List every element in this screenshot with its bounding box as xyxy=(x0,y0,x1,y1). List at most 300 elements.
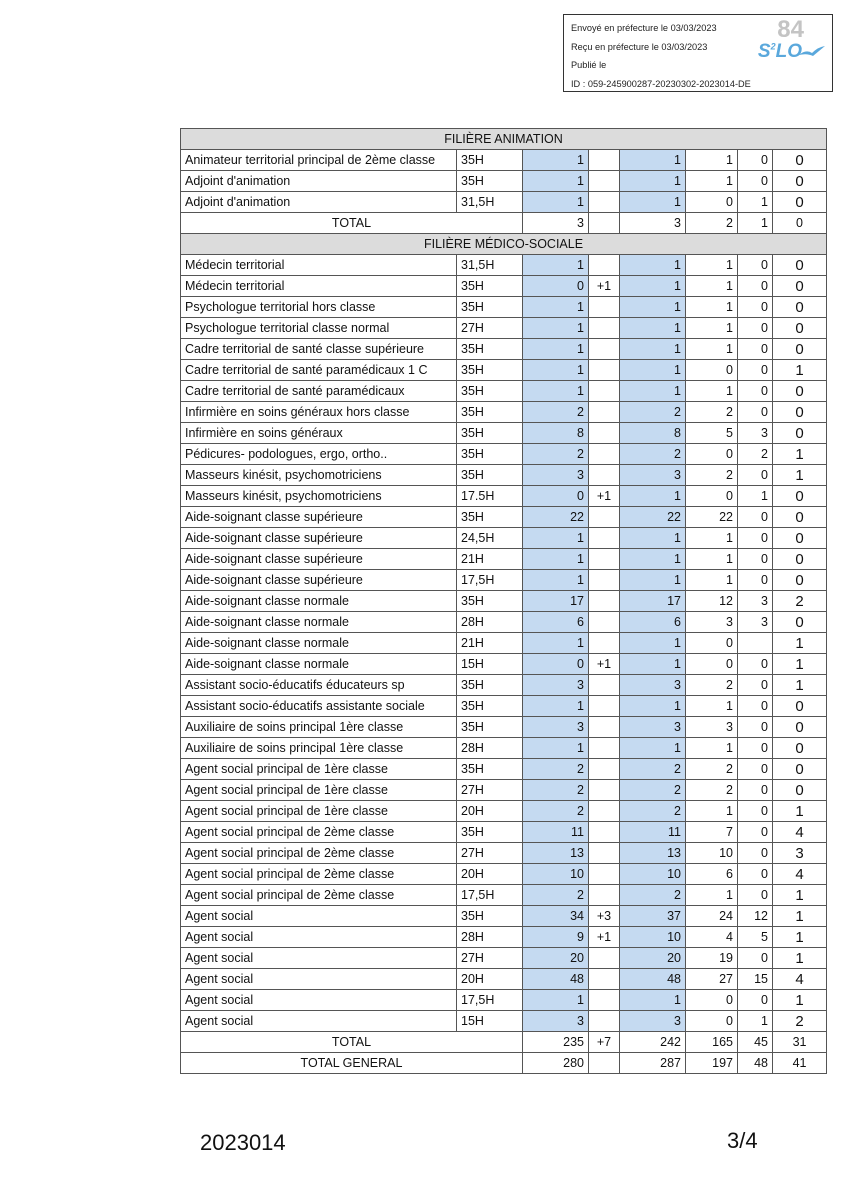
variation: +1 xyxy=(589,276,620,297)
duree-hebdo: 31,5H xyxy=(457,255,523,276)
table-row xyxy=(181,885,827,906)
effectif-actuel: 11 xyxy=(523,822,589,843)
pourvus-non-titulaires: 0 xyxy=(738,717,773,738)
table-row xyxy=(181,906,827,927)
grade-label: Masseurs kinésit, psychomotriciens xyxy=(181,486,457,507)
effectif-budgete: 1 xyxy=(620,297,686,318)
effectif-budgete: 2 xyxy=(620,885,686,906)
grade-label: Psychologue territorial hors classe xyxy=(181,297,457,318)
pourvus-non-titulaires: 0 xyxy=(738,696,773,717)
duree-hebdo: 28H xyxy=(457,612,523,633)
pourvus-non-titulaires: 0 xyxy=(738,843,773,864)
total-label: TOTAL xyxy=(181,213,523,234)
page-indicator: 3/4 xyxy=(727,1128,758,1153)
effectif-actuel: 13 xyxy=(523,843,589,864)
total-general-label: TOTAL GENERAL xyxy=(181,1053,523,1074)
postes-vacants: 4 xyxy=(773,969,827,990)
effectif-actuel: 3 xyxy=(523,465,589,486)
effectif-budgete: 1 xyxy=(620,990,686,1011)
duree-hebdo: 17,5H xyxy=(457,885,523,906)
effectif-budgete: 22 xyxy=(620,507,686,528)
pourvus-non-titulaires: 3 xyxy=(738,612,773,633)
grade-label: Agent social xyxy=(181,990,457,1011)
variation xyxy=(589,507,620,528)
effectif-actuel: 2 xyxy=(523,444,589,465)
postes-vacants: 1 xyxy=(773,360,827,381)
duree-hebdo: 15H xyxy=(457,654,523,675)
variation xyxy=(589,528,620,549)
table-row xyxy=(181,969,827,990)
effectif-actuel: 1 xyxy=(523,318,589,339)
table-row xyxy=(181,675,827,696)
duree-hebdo: 35H xyxy=(457,171,523,192)
variation xyxy=(589,969,620,990)
grade-label: Aide-soignant classe normale xyxy=(181,591,457,612)
effectif-actuel: 1 xyxy=(523,360,589,381)
pourvus-non-titulaires: 0 xyxy=(738,738,773,759)
effectif-budgete: 3 xyxy=(620,717,686,738)
pourvus-titulaires: 0 xyxy=(686,990,738,1011)
effectif-actuel: 1 xyxy=(523,696,589,717)
pourvus-titulaires: 0 xyxy=(686,360,738,381)
variation xyxy=(589,444,620,465)
table-row xyxy=(181,486,827,507)
grade-label: Aide-soignant classe supérieure xyxy=(181,549,457,570)
postes-vacants: 1 xyxy=(773,906,827,927)
duree-hebdo: 35H xyxy=(457,402,523,423)
postes-vacants: 3 xyxy=(773,843,827,864)
total-effectif-actuel: 235 xyxy=(523,1032,589,1053)
table-row xyxy=(181,423,827,444)
effectif-actuel: 2 xyxy=(523,801,589,822)
table-row xyxy=(181,822,827,843)
effectif-budgete: 17 xyxy=(620,591,686,612)
postes-vacants: 0 xyxy=(773,297,827,318)
postes-vacants: 0 xyxy=(773,381,827,402)
postes-vacants: 0 xyxy=(773,696,827,717)
grade-label: Assistant socio-éducatifs éducateurs sp xyxy=(181,675,457,696)
grade-label: Agent social principal de 2ème classe xyxy=(181,885,457,906)
effectif-actuel: 22 xyxy=(523,507,589,528)
prefecture-stamp xyxy=(563,14,833,92)
pourvus-titulaires: 0 xyxy=(686,633,738,654)
grade-label: Auxiliaire de soins principal 1ère classe xyxy=(181,738,457,759)
effectif-budgete: 1 xyxy=(620,318,686,339)
table-row xyxy=(181,801,827,822)
pourvus-titulaires: 12 xyxy=(686,591,738,612)
effectif-actuel: 2 xyxy=(523,780,589,801)
pourvus-titulaires: 10 xyxy=(686,843,738,864)
stamp-envoye: Envoyé en préfecture le 03/03/2023 xyxy=(571,23,717,33)
grade-label: Aide-soignant classe supérieure xyxy=(181,570,457,591)
section-title: FILIÈRE MÉDICO-SOCIALE xyxy=(181,234,827,255)
effectif-actuel: 2 xyxy=(523,885,589,906)
postes-vacants: 2 xyxy=(773,1011,827,1032)
table-row xyxy=(181,297,827,318)
pourvus-titulaires: 2 xyxy=(686,675,738,696)
postes-vacants: 0 xyxy=(773,549,827,570)
pourvus-titulaires: 0 xyxy=(686,1011,738,1032)
grade-label: Auxiliaire de soins principal 1ère classe xyxy=(181,717,457,738)
pourvus-titulaires: 0 xyxy=(686,444,738,465)
pourvus-titulaires: 1 xyxy=(686,339,738,360)
pourvus-titulaires: 3 xyxy=(686,612,738,633)
effectif-budgete: 2 xyxy=(620,402,686,423)
total-pourvus-titulaires: 2 xyxy=(686,213,738,234)
effectif-actuel: 3 xyxy=(523,675,589,696)
pourvus-non-titulaires: 0 xyxy=(738,549,773,570)
grade-label: Infirmière en soins généraux hors classe xyxy=(181,402,457,423)
table-row xyxy=(181,192,827,213)
table-row xyxy=(181,843,827,864)
postes-vacants: 0 xyxy=(773,402,827,423)
duree-hebdo: 35H xyxy=(457,360,523,381)
variation xyxy=(589,255,620,276)
effectif-budgete: 1 xyxy=(620,570,686,591)
variation xyxy=(589,717,620,738)
variation xyxy=(589,339,620,360)
effectif-actuel: 2 xyxy=(523,402,589,423)
variation xyxy=(589,318,620,339)
duree-hebdo: 35H xyxy=(457,906,523,927)
duree-hebdo: 35H xyxy=(457,276,523,297)
duree-hebdo: 21H xyxy=(457,549,523,570)
grade-label: Aide-soignant classe normale xyxy=(181,612,457,633)
s2lo-logo: $S^2LO$ xyxy=(757,41,802,62)
pourvus-titulaires: 1 xyxy=(686,570,738,591)
table-row xyxy=(181,948,827,969)
table-row xyxy=(181,717,827,738)
document-number: 2023014 xyxy=(200,1130,286,1155)
total-pourvus-non-titulaires: 1 xyxy=(738,213,773,234)
effectif-actuel: 3 xyxy=(523,717,589,738)
effectif-budgete: 10 xyxy=(620,864,686,885)
effectif-budgete: 1 xyxy=(620,528,686,549)
effectif-actuel: 9 xyxy=(523,927,589,948)
total-pourvus-non-titulaires: 45 xyxy=(738,1032,773,1053)
duree-hebdo: 35H xyxy=(457,423,523,444)
pourvus-non-titulaires: 0 xyxy=(738,318,773,339)
effectif-actuel: 10 xyxy=(523,864,589,885)
table-row xyxy=(181,171,827,192)
effectif-actuel: 1 xyxy=(523,150,589,171)
pourvus-non-titulaires: 0 xyxy=(738,570,773,591)
grade-label: Aide-soignant classe normale xyxy=(181,654,457,675)
grade-label: Animateur territorial principal de 2ème classe xyxy=(181,150,457,171)
effectif-budgete: 1 xyxy=(620,276,686,297)
pourvus-titulaires: 0 xyxy=(686,192,738,213)
effectif-budgete: 1 xyxy=(620,486,686,507)
postes-vacants: 2 xyxy=(773,591,827,612)
postes-vacants: 0 xyxy=(773,570,827,591)
effectif-actuel: 0 xyxy=(523,276,589,297)
effectif-budgete: 1 xyxy=(620,633,686,654)
effectif-actuel: 1 xyxy=(523,297,589,318)
postes-vacants: 0 xyxy=(773,339,827,360)
pourvus-non-titulaires: 0 xyxy=(738,885,773,906)
pourvus-non-titulaires: 1 xyxy=(738,1011,773,1032)
variation xyxy=(589,948,620,969)
duree-hebdo: 27H xyxy=(457,318,523,339)
effectif-budgete: 1 xyxy=(620,192,686,213)
pourvus-titulaires: 1 xyxy=(686,528,738,549)
stamp-page-number: 84 xyxy=(777,16,804,43)
pourvus-non-titulaires xyxy=(738,633,773,654)
postes-vacants: 1 xyxy=(773,654,827,675)
table-row xyxy=(181,738,827,759)
effectif-budgete: 2 xyxy=(620,444,686,465)
postes-vacants: 0 xyxy=(773,171,827,192)
duree-hebdo: 15H xyxy=(457,1011,523,1032)
grade-label: Masseurs kinésit, psychomotriciens xyxy=(181,465,457,486)
grade-label: Agent social principal de 1ère classe xyxy=(181,780,457,801)
stamp-id: ID : 059-245900287-20230302-2023014-DE xyxy=(571,79,751,89)
grade-label: Adjoint d'animation xyxy=(181,171,457,192)
effectif-budgete: 1 xyxy=(620,171,686,192)
pourvus-non-titulaires: 0 xyxy=(738,171,773,192)
pourvus-titulaires: 1 xyxy=(686,318,738,339)
pourvus-non-titulaires: 12 xyxy=(738,906,773,927)
duree-hebdo: 27H xyxy=(457,780,523,801)
effectif-actuel: 1 xyxy=(523,381,589,402)
pourvus-titulaires: 27 xyxy=(686,969,738,990)
pourvus-titulaires: 1 xyxy=(686,885,738,906)
variation xyxy=(589,675,620,696)
grade-label: Aide-soignant classe supérieure xyxy=(181,507,457,528)
variation xyxy=(589,423,620,444)
variation: +1 xyxy=(589,927,620,948)
variation xyxy=(589,360,620,381)
pourvus-titulaires: 2 xyxy=(686,759,738,780)
grade-label: Médecin territorial xyxy=(181,255,457,276)
effectif-budgete: 48 xyxy=(620,969,686,990)
effectif-actuel: 1 xyxy=(523,192,589,213)
total-postes-vacants: 0 xyxy=(773,213,827,234)
grade-label: Agent social principal de 2ème classe xyxy=(181,843,457,864)
variation xyxy=(589,171,620,192)
duree-hebdo: 24,5H xyxy=(457,528,523,549)
duree-hebdo: 35H xyxy=(457,507,523,528)
table-row xyxy=(181,255,827,276)
table-row xyxy=(181,465,827,486)
duree-hebdo: 27H xyxy=(457,843,523,864)
duree-hebdo: 27H xyxy=(457,948,523,969)
general-pourvus-non-titulaires: 48 xyxy=(738,1053,773,1074)
duree-hebdo: 35H xyxy=(457,591,523,612)
pourvus-non-titulaires: 0 xyxy=(738,360,773,381)
table-row xyxy=(181,990,827,1011)
table-row xyxy=(181,507,827,528)
duree-hebdo: 35H xyxy=(457,465,523,486)
postes-vacants: 1 xyxy=(773,633,827,654)
grade-label: Médecin territorial xyxy=(181,276,457,297)
pourvus-non-titulaires: 0 xyxy=(738,822,773,843)
postes-vacants: 0 xyxy=(773,255,827,276)
pourvus-titulaires: 0 xyxy=(686,654,738,675)
pourvus-non-titulaires: 0 xyxy=(738,654,773,675)
effectif-budgete: 1 xyxy=(620,654,686,675)
variation xyxy=(589,801,620,822)
effectif-budgete: 1 xyxy=(620,150,686,171)
postes-vacants: 0 xyxy=(773,759,827,780)
variation xyxy=(589,864,620,885)
duree-hebdo: 35H xyxy=(457,717,523,738)
stamp-recu: Reçu en préfecture le 03/03/2023 xyxy=(571,42,708,52)
general-postes-vacants: 41 xyxy=(773,1053,827,1074)
variation: +3 xyxy=(589,906,620,927)
effectif-budgete: 37 xyxy=(620,906,686,927)
total-variation: +7 xyxy=(589,1032,620,1053)
table-row xyxy=(181,780,827,801)
effectif-actuel: 1 xyxy=(523,549,589,570)
postes-vacants: 0 xyxy=(773,780,827,801)
general-variation xyxy=(589,1053,620,1074)
effectif-budgete: 2 xyxy=(620,759,686,780)
stamp-publie: Publié le xyxy=(571,60,607,70)
grade-label: Aide-soignant classe normale xyxy=(181,633,457,654)
duree-hebdo: 35H xyxy=(457,150,523,171)
duree-hebdo: 20H xyxy=(457,864,523,885)
pourvus-titulaires: 2 xyxy=(686,780,738,801)
effectif-actuel: 2 xyxy=(523,759,589,780)
effectif-actuel: 1 xyxy=(523,570,589,591)
grade-label: Agent social principal de 2ème classe xyxy=(181,864,457,885)
grade-label: Psychologue territorial classe normal xyxy=(181,318,457,339)
pourvus-titulaires: 19 xyxy=(686,948,738,969)
variation xyxy=(589,780,620,801)
total-effectif-budgete: 242 xyxy=(620,1032,686,1053)
pourvus-non-titulaires: 0 xyxy=(738,402,773,423)
total-effectif-budgete: 3 xyxy=(620,213,686,234)
variation xyxy=(589,381,620,402)
pourvus-non-titulaires: 0 xyxy=(738,864,773,885)
pourvus-non-titulaires: 2 xyxy=(738,444,773,465)
postes-vacants: 0 xyxy=(773,507,827,528)
pourvus-titulaires: 1 xyxy=(686,276,738,297)
pourvus-titulaires: 3 xyxy=(686,717,738,738)
effectif-actuel: 1 xyxy=(523,633,589,654)
effectif-budgete: 13 xyxy=(620,843,686,864)
effectif-actuel: 1 xyxy=(523,528,589,549)
pourvus-titulaires: 5 xyxy=(686,423,738,444)
table-row xyxy=(181,654,827,675)
effectif-budgete: 2 xyxy=(620,780,686,801)
table-row xyxy=(181,318,827,339)
effectif-actuel: 20 xyxy=(523,948,589,969)
table-row xyxy=(181,444,827,465)
grade-label: Adjoint d'animation xyxy=(181,192,457,213)
effectif-budgete: 2 xyxy=(620,801,686,822)
postes-vacants: 1 xyxy=(773,801,827,822)
duree-hebdo: 20H xyxy=(457,801,523,822)
duree-hebdo: 35H xyxy=(457,822,523,843)
duree-hebdo: 35H xyxy=(457,444,523,465)
pourvus-non-titulaires: 0 xyxy=(738,675,773,696)
table-row xyxy=(181,696,827,717)
variation xyxy=(589,150,620,171)
postes-vacants: 0 xyxy=(773,612,827,633)
pourvus-titulaires: 0 xyxy=(686,486,738,507)
pourvus-titulaires: 1 xyxy=(686,801,738,822)
duree-hebdo: 17,5H xyxy=(457,570,523,591)
postes-vacants: 0 xyxy=(773,528,827,549)
duree-hebdo: 28H xyxy=(457,738,523,759)
table-row xyxy=(181,864,827,885)
effectif-budgete: 10 xyxy=(620,927,686,948)
pourvus-non-titulaires: 0 xyxy=(738,990,773,1011)
pourvus-non-titulaires: 15 xyxy=(738,969,773,990)
grade-label: Assistant socio-éducatifs assistante sociale xyxy=(181,696,457,717)
table-row xyxy=(181,276,827,297)
table-row xyxy=(181,612,827,633)
pourvus-non-titulaires: 0 xyxy=(738,255,773,276)
postes-vacants: 1 xyxy=(773,927,827,948)
total-label: TOTAL xyxy=(181,1032,523,1053)
pourvus-non-titulaires: 0 xyxy=(738,780,773,801)
grade-label: Agent social principal de 2ème classe xyxy=(181,822,457,843)
effectif-actuel: 6 xyxy=(523,612,589,633)
table-row xyxy=(181,759,827,780)
total-general-row xyxy=(181,1053,827,1074)
grade-label: Pédicures- podologues, ergo, ortho.. xyxy=(181,444,457,465)
pourvus-non-titulaires: 0 xyxy=(738,381,773,402)
duree-hebdo: 17,5H xyxy=(457,990,523,1011)
total-pourvus-titulaires: 165 xyxy=(686,1032,738,1053)
pourvus-titulaires: 1 xyxy=(686,255,738,276)
pourvus-non-titulaires: 0 xyxy=(738,759,773,780)
pourvus-non-titulaires: 3 xyxy=(738,591,773,612)
grade-label: Aide-soignant classe supérieure xyxy=(181,528,457,549)
variation xyxy=(589,570,620,591)
postes-vacants: 0 xyxy=(773,738,827,759)
table-row xyxy=(181,927,827,948)
pourvus-non-titulaires: 0 xyxy=(738,948,773,969)
pourvus-titulaires: 2 xyxy=(686,465,738,486)
duree-hebdo: 35H xyxy=(457,381,523,402)
variation xyxy=(589,696,620,717)
duree-hebdo: 20H xyxy=(457,969,523,990)
grade-label: Cadre territorial de santé paramédicaux xyxy=(181,381,457,402)
postes-vacants: 4 xyxy=(773,864,827,885)
pourvus-non-titulaires: 0 xyxy=(738,297,773,318)
variation xyxy=(589,633,620,654)
table-row xyxy=(181,381,827,402)
duree-hebdo: 28H xyxy=(457,927,523,948)
effectif-actuel: 8 xyxy=(523,423,589,444)
variation xyxy=(589,759,620,780)
postes-vacants: 4 xyxy=(773,822,827,843)
grade-label: Infirmière en soins généraux xyxy=(181,423,457,444)
pourvus-titulaires: 24 xyxy=(686,906,738,927)
variation: +1 xyxy=(589,486,620,507)
general-pourvus-titulaires: 197 xyxy=(686,1053,738,1074)
table-row xyxy=(181,549,827,570)
variation xyxy=(589,885,620,906)
staff-table xyxy=(180,128,827,1074)
variation: +1 xyxy=(589,654,620,675)
postes-vacants: 1 xyxy=(773,948,827,969)
duree-hebdo: 35H xyxy=(457,675,523,696)
pourvus-titulaires: 1 xyxy=(686,696,738,717)
section-total-row xyxy=(181,213,827,234)
effectif-budgete: 1 xyxy=(620,738,686,759)
effectif-actuel: 0 xyxy=(523,486,589,507)
table-row xyxy=(181,570,827,591)
section-header xyxy=(181,234,827,255)
pourvus-titulaires: 6 xyxy=(686,864,738,885)
pourvus-titulaires: 1 xyxy=(686,297,738,318)
variation xyxy=(589,738,620,759)
